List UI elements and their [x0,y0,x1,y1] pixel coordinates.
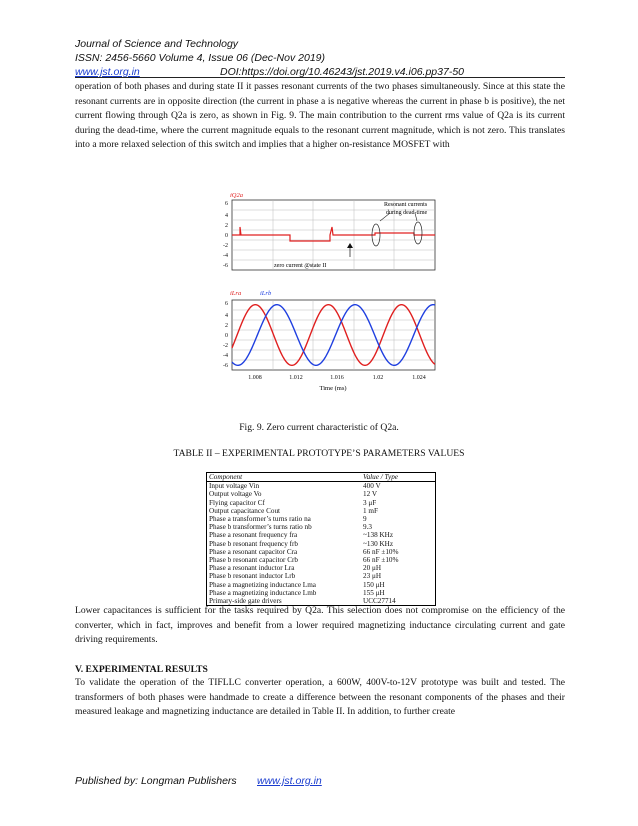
bottom-ytick-4: 4 [225,313,228,319]
table-cell-value: ~130 KHz [363,539,394,548]
bottom-series-label-a: iLra [230,290,242,297]
xtick-1012: 1.012 [289,375,303,381]
table-cell-value: UCC27714 [361,597,436,606]
table-row [207,572,436,580]
paragraph-3: To validate the operation of the TIFLLC converter operation, a 600W, 400V-to-12V prototype was built and tested. The transformers of both phases were handmade to create a difference between the resonant components of the phases and their measured leakage and magnetizing inductance are detailed in Table II. In addition, to further create [75,677,565,718]
table-row [207,531,436,539]
annotation-deadtime: during dead-time [386,210,428,216]
header-rule [75,77,565,78]
table-row [207,589,436,597]
xtick-1008: 1.008 [248,375,262,381]
table-cell-component: Input voltage Vin [209,482,260,491]
bottom-ytick-m4: -4 [223,353,228,359]
xtick-1016: 1.016 [330,375,344,381]
paragraph-1: operation of both phases and during state II it passes resonant currents of the two phases simultaneously. Since at this state the resonant currents are in opposite direction (the current in phase a is negative whereas the current in phase b is positive), the net current flowing through Q2a is zero, as shown in Fig. 9. The main contribution to the current rms value of Q2a is its current during the dead-time, where the current magnitude equals to the resonant current magnitude, which is not zero. This translates into a more relaxed selection of this switch and implies that a higher on-resistance MOSFET with [75,81,565,151]
table-row [207,499,436,507]
table-cell-component: Phase a magnetizing inductance Lmb [209,588,317,597]
table-cell-component: Phase a magnetizing inductance Lma [209,580,316,589]
table-row [207,540,436,548]
bottom-ytick-6: 6 [225,301,228,307]
paragraph-2: Lower capacitances is sufficient for the tasks required by Q2a. This selection does not compromise on the efficiency of the converter, which in fact, improves and benefit from a lower required magnetizing inductance circulating current and gate driving requirements. [75,605,565,646]
bottom-ytick-m6: -6 [223,363,228,369]
journal-site-link[interactable]: www.jst.org.in [75,66,140,78]
table-caption: TABLE II – EXPERIMENTAL PROTOTYPE’S PARAMETERS VALUES [173,448,465,459]
table-cell-component: Output capacitance Cout [209,506,281,515]
table-cell-component: Phase a transformer’s turns ratio na [209,515,311,524]
top-ytick-2: 2 [225,223,228,229]
table-header-row [207,473,436,482]
table-cell-value: 1 mF [363,506,378,515]
bottom-ytick-2: 2 [225,323,228,329]
table-header-value: Value / Type [361,473,436,482]
table-cell-value: 9 [363,515,367,524]
xtick-102: 1.02 [372,375,384,381]
top-ytick-m6: -6 [223,263,228,269]
table-cell-value: 66 nF ±10% [363,556,399,565]
table-row [207,523,436,531]
bottom-ytick-m2: -2 [223,343,228,349]
top-ytick-0: 0 [225,233,228,239]
table-cell-value: 66 nF ±10% [363,547,399,556]
table-row [207,581,436,589]
table-cell-component: Phase b resonant capacitor Crb [209,556,299,565]
table-cell-value: 9.3 [363,523,372,532]
table-cell-value: 400 V [363,482,381,491]
table-cell-value: 3 μF [363,498,377,507]
doi-line: DOI:https://doi.org/10.46243/jst.2019.v4.i06.pp37-50 [220,66,464,78]
table-row [207,548,436,556]
table-cell-component: Phase a resonant capacitor Cra [209,547,298,556]
footer-site-link[interactable]: www.jst.org.in [257,775,322,787]
figure-caption: Fig. 9. Zero current characteristic of Q2a. [239,422,399,433]
table-cell-component: Phase a resonant frequency fra [209,531,298,540]
table-cell-component: Phase b transformer’s turns ratio nb [209,523,312,532]
table-header-component: Component [207,473,362,482]
top-series-label: iQ2a [230,192,243,199]
xtick-1024: 1.024 [412,375,426,381]
annotation-zero: zero current @state II [274,263,327,269]
top-ytick-m4: -4 [223,253,228,259]
bottom-series-label-b: iLrb [260,290,272,297]
table-cell-value: 23 μH [363,572,382,581]
bottom-ytick-0: 0 [225,333,228,339]
parameters-table [206,472,436,606]
table-cell-component: Flying capacitor Cf [209,498,265,507]
top-ytick-6: 6 [225,201,228,207]
journal-title: Journal of Science and Technology [75,38,239,50]
table-cell-component: Output voltage Vo [209,490,262,499]
table-cell-component: Phase a resonant inductor Lra [209,564,295,573]
annotation-resonant: Resonant currents [384,202,428,208]
section-heading: V. EXPERIMENTAL RESULTS [75,664,208,675]
x-axis-label: Time (ms) [319,385,347,392]
table-cell-value: 12 V [363,490,378,499]
footer-publisher: Published by: Longman Publishers [75,775,237,787]
table-row [207,482,436,491]
top-ytick-m2: -2 [223,243,228,249]
table-cell-component: Phase b resonant frequency frb [209,539,299,548]
table-row [207,556,436,564]
table-cell-component: Primary-side gate drivers [207,597,362,606]
table-row [207,515,436,523]
table-row [207,507,436,515]
top-ytick-4: 4 [225,213,228,219]
table-cell-value: 155 μH [363,588,385,597]
table-row [207,564,436,572]
table-cell-value: 150 μH [363,580,385,589]
figure-9 [200,185,450,400]
table-cell-value: 20 μH [363,564,382,573]
table-cell-component: Phase b resonant inductor Lrb [209,572,296,581]
table-row [207,490,436,498]
table-cell-value: ~138 KHz [363,531,394,540]
issn-line: ISSN: 2456-5660 Volume 4, Issue 06 (Dec-Nov 2019) [75,52,325,64]
